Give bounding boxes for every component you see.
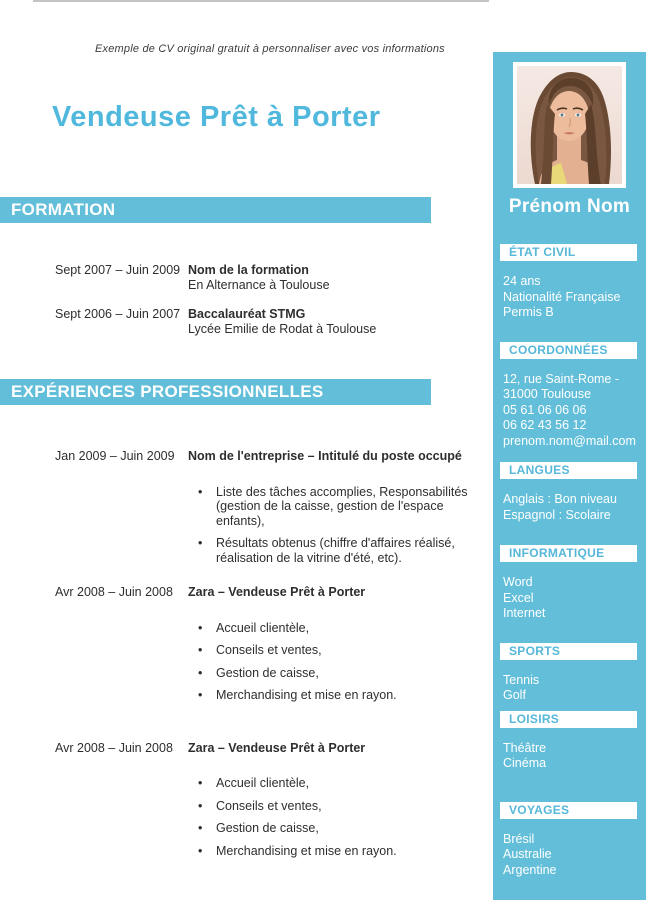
- sidebar-section-label: ÉTAT CIVIL: [500, 244, 637, 261]
- sidebar-item: Anglais : Bon niveau: [503, 492, 617, 506]
- section-heading: FORMATION: [0, 197, 431, 223]
- entry-title: Zara – Vendeuse Prêt à Porter: [188, 585, 366, 599]
- entry-bullet: • Gestion de caisse,: [198, 821, 479, 836]
- sidebar-section: [493, 545, 646, 622]
- entry-bullet: • Accueil clientèle,: [198, 776, 479, 791]
- sidebar-sections: [493, 244, 646, 878]
- header-note: Exemple de CV original gratuit à personnaliser avec vos informations: [95, 43, 445, 55]
- sidebar-item: Golf: [503, 688, 526, 702]
- sidebar-section: [493, 643, 646, 704]
- section-entries: [55, 263, 493, 336]
- sidebar-section-items: [493, 832, 646, 879]
- sidebar-section-items: [493, 673, 646, 704]
- cv-entry: [55, 307, 493, 336]
- sidebar-section-label: LANGUES: [500, 462, 637, 479]
- sidebar-section: [493, 342, 646, 450]
- entry-dates: Sept 2007 – Juin 2009: [55, 263, 181, 277]
- sidebar-item: 12, rue Saint-Rome -: [503, 371, 620, 386]
- sidebar-item: Théâtre: [503, 740, 547, 755]
- sidebar-section-label: SPORTS: [500, 643, 637, 660]
- entry-dates: Sept 2006 – Juin 2007: [55, 307, 181, 321]
- entry-subtitle: En Alternance à Toulouse: [188, 277, 330, 292]
- cv-entry: [55, 585, 493, 711]
- sidebar-section-items: [493, 274, 646, 321]
- entry-bullets: [188, 485, 479, 566]
- entry-title: Nom de la formation: [188, 263, 309, 277]
- main-section: [0, 379, 493, 866]
- section-entries: [55, 449, 493, 866]
- sidebar-item: 24 ans: [503, 274, 541, 288]
- main-column: [0, 197, 493, 866]
- sidebar-section-items: [493, 492, 646, 523]
- sidebar-item: 06 62 43 56 12: [503, 418, 587, 432]
- entry-dates: Avr 2008 – Juin 2008: [55, 585, 173, 599]
- entry-body: [188, 741, 493, 867]
- sidebar-section: [493, 802, 646, 879]
- sidebar-section-label: INFORMATIQUE: [500, 545, 637, 562]
- entry-subtitle: Lycée Emilie de Rodat à Toulouse: [188, 321, 377, 336]
- cv-entry: [55, 263, 493, 292]
- entry-body: [188, 307, 493, 336]
- sidebar-section: [493, 244, 646, 321]
- entry-bullets: [188, 621, 479, 703]
- sidebar-item: Espagnol : Scolaire: [503, 507, 611, 522]
- sidebar-item: Word: [503, 575, 533, 589]
- sidebar-item: Tennis: [503, 672, 540, 687]
- entry-bullets: [188, 776, 479, 858]
- sidebar-item: Nationalité Française: [503, 289, 621, 304]
- entry-bullet: • Merchandising et mise en rayon.: [198, 688, 479, 703]
- sidebar-item: 05 61 06 06 06: [503, 402, 587, 417]
- sidebar-item: 31000 Toulouse: [503, 387, 592, 401]
- photo-frame: [513, 62, 626, 188]
- entry-bullet: • Accueil clientèle,: [198, 621, 479, 636]
- candidate-name: Prénom Nom: [508, 196, 631, 217]
- cv-entry: [55, 449, 493, 573]
- sidebar-section-label: COORDONNÉES: [500, 342, 637, 359]
- sidebar-item: Permis B: [503, 305, 554, 319]
- sidebar-item: prenom.nom@mail.com: [503, 433, 636, 448]
- main-section: [0, 197, 493, 336]
- entry-bullet: • Liste des tâches accomplies, Responsabilités (gestion de la caisse, gestion de l'espace enfants),: [198, 485, 479, 529]
- section-heading: EXPÉRIENCES PROFESSIONNELLES: [0, 379, 431, 405]
- entry-bullet: • Conseils et ventes,: [198, 643, 479, 658]
- sidebar-item: Argentine: [503, 862, 557, 877]
- entry-title: Baccalauréat STMG: [188, 307, 306, 321]
- entry-body: [188, 585, 493, 711]
- entry-dates: Avr 2008 – Juin 2008: [55, 740, 173, 755]
- entry-title: Nom de l'entreprise – Intitulé du poste occupé: [188, 449, 462, 463]
- sidebar-section-items: [493, 372, 646, 450]
- sidebar-section-items: [493, 741, 646, 772]
- sidebar-section: [493, 462, 646, 523]
- sidebar-item: Excel: [503, 590, 534, 605]
- cv-entry: [55, 741, 493, 867]
- entry-body: [188, 263, 493, 292]
- entry-bullet: • Conseils et ventes,: [198, 799, 479, 814]
- sidebar-section-items: [493, 575, 646, 622]
- sidebar-item: Brésil: [503, 831, 535, 846]
- entry-bullet: • Résultats obtenus (chiffre d'affaires réalisé, réalisation de la vitrine d'été, etc).: [198, 536, 479, 565]
- sidebar-item: Internet: [503, 606, 546, 620]
- portrait-photo: [517, 66, 622, 184]
- sidebar-section: [493, 711, 646, 772]
- entry-body: [188, 449, 493, 573]
- page-title: Vendeuse Prêt à Porter: [52, 101, 381, 133]
- entry-bullet: • Merchandising et mise en rayon.: [198, 844, 479, 859]
- sidebar: [493, 52, 646, 900]
- sidebar-item: Australie: [503, 847, 552, 861]
- top-divider: [33, 0, 489, 2]
- entry-bullet: • Gestion de caisse,: [198, 666, 479, 681]
- entry-title: Zara – Vendeuse Prêt à Porter: [188, 740, 366, 755]
- sidebar-item: Cinéma: [503, 756, 547, 770]
- sidebar-section-label: VOYAGES: [500, 802, 637, 819]
- entry-dates: Jan 2009 – Juin 2009: [55, 449, 175, 463]
- sidebar-section-label: LOISIRS: [500, 711, 637, 728]
